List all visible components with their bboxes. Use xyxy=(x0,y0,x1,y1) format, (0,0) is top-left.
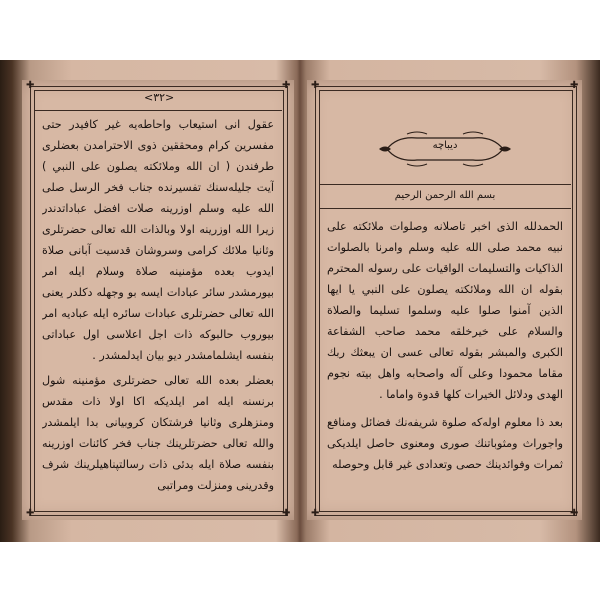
corner-ornament-icon: ✚ xyxy=(570,80,579,91)
left-body-text-continued: بعضلر بعده الله تعالی حضرتلری مؤمنينه شول برنسنه ايله امر ايلديكه اكا اولا ذات مقدس ومنزهلری وثانيا فرشتكان كروبيانی بدا ايلمشدر والله تعالی حضرتلرينك جناب فخر كائنات اوزرينه بنفسه صلاة ايله بدئی ذات رسالتپناهيلرينك شرف وقدرينی ومنزلت ومراتبی xyxy=(42,374,274,492)
corner-ornament-icon: ✚ xyxy=(282,508,291,519)
bismillah-rule-top xyxy=(319,184,571,185)
corner-ornament-icon: ✚ xyxy=(570,508,579,519)
corner-ornament-icon: ✚ xyxy=(282,80,291,91)
header-rule xyxy=(34,110,282,111)
corner-ornament-icon: ✚ xyxy=(311,508,320,519)
bismillah: بسم الله الرحمن الرحيم xyxy=(394,190,496,201)
bismillah-rule-bottom xyxy=(319,208,571,209)
right-body-text-continued: بعد ذا معلوم اوله‌كه صلوة شريفه‌نك فضائل ومنافع واجوراث ومثوباتنك صوری ومعنوی حاصل ايلديكی ثمرات وفوائدينك حصی وتعدادی غير قابل وحوصله xyxy=(327,416,563,471)
left-page xyxy=(22,80,294,520)
section-heading: ديباچه xyxy=(432,140,458,151)
corner-ornament-icon: ✚ xyxy=(26,80,35,91)
page-number: <٣٢> xyxy=(144,91,175,104)
corner-ornament-icon: ✚ xyxy=(26,508,35,519)
right-body-text: الحمدلله الذی اخبر تاصلانه وصلوات ملائكته علی نبيه محمد صلى الله عليه وسلم وامرنا بالصلوات الذاكيات والتسليمات الواقيات علی رسوله المحترم بقوله ان الله وملائكته يصلون علی النبي يا ايها الذين آمنوا صلوا عليه وسلموا تسليما والصلاة والسلام علی خيرخلقه محمد صاحب الشفاعة الكبری والمبشر بقوله تعالی عسی ان يبعثك ربك مقاما محمودا وعلی آله واصحابه واهل بيته نجوم الهدی ودلائل الخيرات كلها قدوة واماما . xyxy=(327,220,563,401)
right-page xyxy=(307,80,582,520)
corner-ornament-icon: ✚ xyxy=(311,80,320,91)
left-body-text: عقول انی استيعاب واحاطه‌یه غير كافيدر حتی مفسرین كرام ومحققين ذوی الاحترامدن بعضلری طرفندن ( ان الله وملائكته يصلون على النبي ) آيت جليله‌سنك تفسيرنده جناب فخر الرسل صلى الله عليه وسلم اوزرينه صلات افضل عباداتدندر زيرا الله اوزرينه اولا وبالذات الله تعالی حضرتلری وثانيا ملائك كرامی وسروشان قدسيت آبانی صلاة ايدوب بعده مؤمنينه صلاة وسلام ايله امر بيورمشدر سائر عبادات ايسه بو وجهله دكلدر يعنی الله تعالی حضرتلری عبادات سائره ايله عباديه امر بيوروب حالبوكه ذات اجل اعلاسی اول عباداتی بنفسه ايشلمامشدر ديو بيان ايدلمشدر . xyxy=(42,118,274,362)
